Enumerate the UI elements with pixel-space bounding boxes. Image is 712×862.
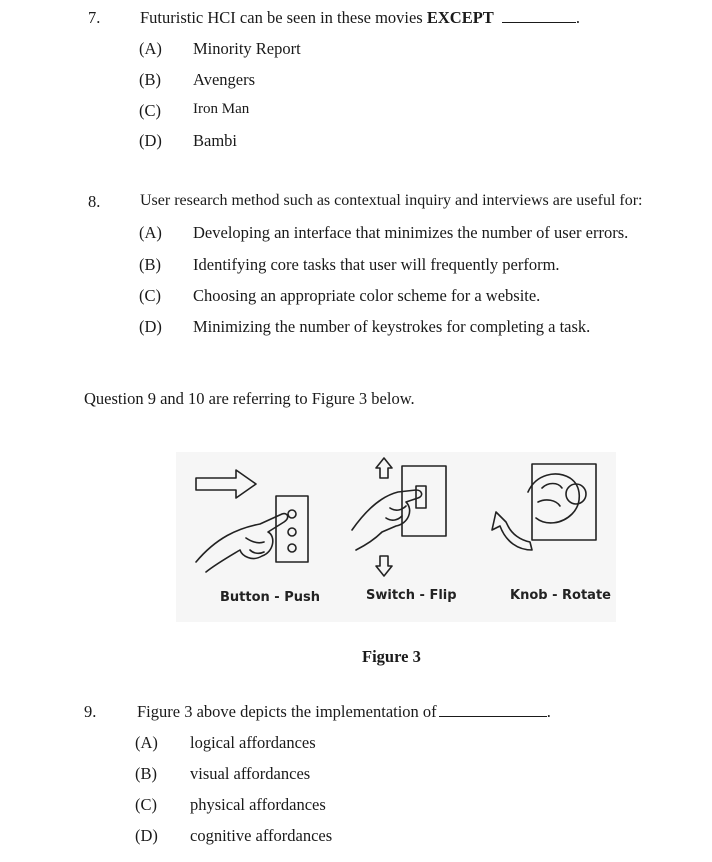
- figure-intro: Question 9 and 10 are referring to Figure 3 below.: [84, 389, 415, 408]
- question-7-emphasis: EXCEPT: [426, 8, 494, 27]
- option-letter: (B): [139, 70, 161, 89]
- option-letter: (D): [135, 826, 158, 845]
- knob-rotate-illustration: [492, 464, 596, 550]
- answer-blank: [502, 21, 576, 23]
- question-9-stem: Figure 3 above depicts the implementation of: [137, 702, 437, 721]
- question-8-number: 8.: [88, 192, 101, 211]
- option-text: Avengers: [193, 70, 256, 89]
- option-text: Minority Report: [193, 39, 301, 58]
- option-letter: (A): [135, 733, 158, 752]
- option-letter: (D): [139, 317, 162, 336]
- option-text: Iron Man: [193, 101, 250, 117]
- option-text: Minimizing the number of keystrokes for completing a task.: [193, 317, 591, 336]
- option-letter: (B): [135, 764, 157, 783]
- option-letter: (A): [139, 223, 162, 242]
- option-text: physical affordances: [190, 795, 326, 814]
- option-letter: (C): [139, 101, 161, 120]
- option-text: logical affordances: [190, 733, 316, 752]
- option-text: Bambi: [193, 131, 237, 150]
- answer-blank: [439, 715, 547, 717]
- option-text: visual affordances: [190, 764, 311, 783]
- option-text: Developing an interface that minimizes the number of user errors.: [193, 223, 629, 242]
- option-text: Choosing an appropriate color scheme for a website.: [193, 286, 541, 305]
- option-text: Identifying core tasks that user will frequently perform.: [193, 255, 560, 274]
- button-push-illustration: [196, 470, 308, 572]
- question-9-text: [137, 702, 551, 722]
- figure-label-knob: Knob - Rotate: [510, 588, 611, 603]
- option-letter: (C): [135, 795, 157, 814]
- question-8: [0, 180, 712, 350]
- option-letter: (C): [139, 286, 161, 305]
- figure-3: [176, 452, 616, 622]
- question-7: [0, 0, 712, 160]
- option-letter: (A): [139, 39, 162, 58]
- figure-caption: Figure 3: [362, 647, 421, 666]
- question-7-end: .: [575, 8, 581, 27]
- question-8-text: User research method such as contextual inquiry and interviews are useful for:: [140, 192, 643, 209]
- question-7-number: 7.: [88, 8, 101, 27]
- question-9-number: 9.: [84, 702, 97, 721]
- option-text: cognitive affordances: [190, 826, 333, 845]
- figure-label-switch: Switch - Flip: [366, 588, 457, 603]
- question-9: [0, 690, 712, 862]
- option-letter: (D): [139, 131, 162, 150]
- figure-label-button: Button - Push: [220, 590, 321, 605]
- question-7-text: [140, 8, 580, 28]
- question-9-end: .: [546, 702, 551, 721]
- option-letter: (B): [139, 255, 161, 274]
- switch-flip-illustration: [352, 458, 446, 576]
- question-7-stem: Futuristic HCI can be seen in these movies: [140, 8, 423, 27]
